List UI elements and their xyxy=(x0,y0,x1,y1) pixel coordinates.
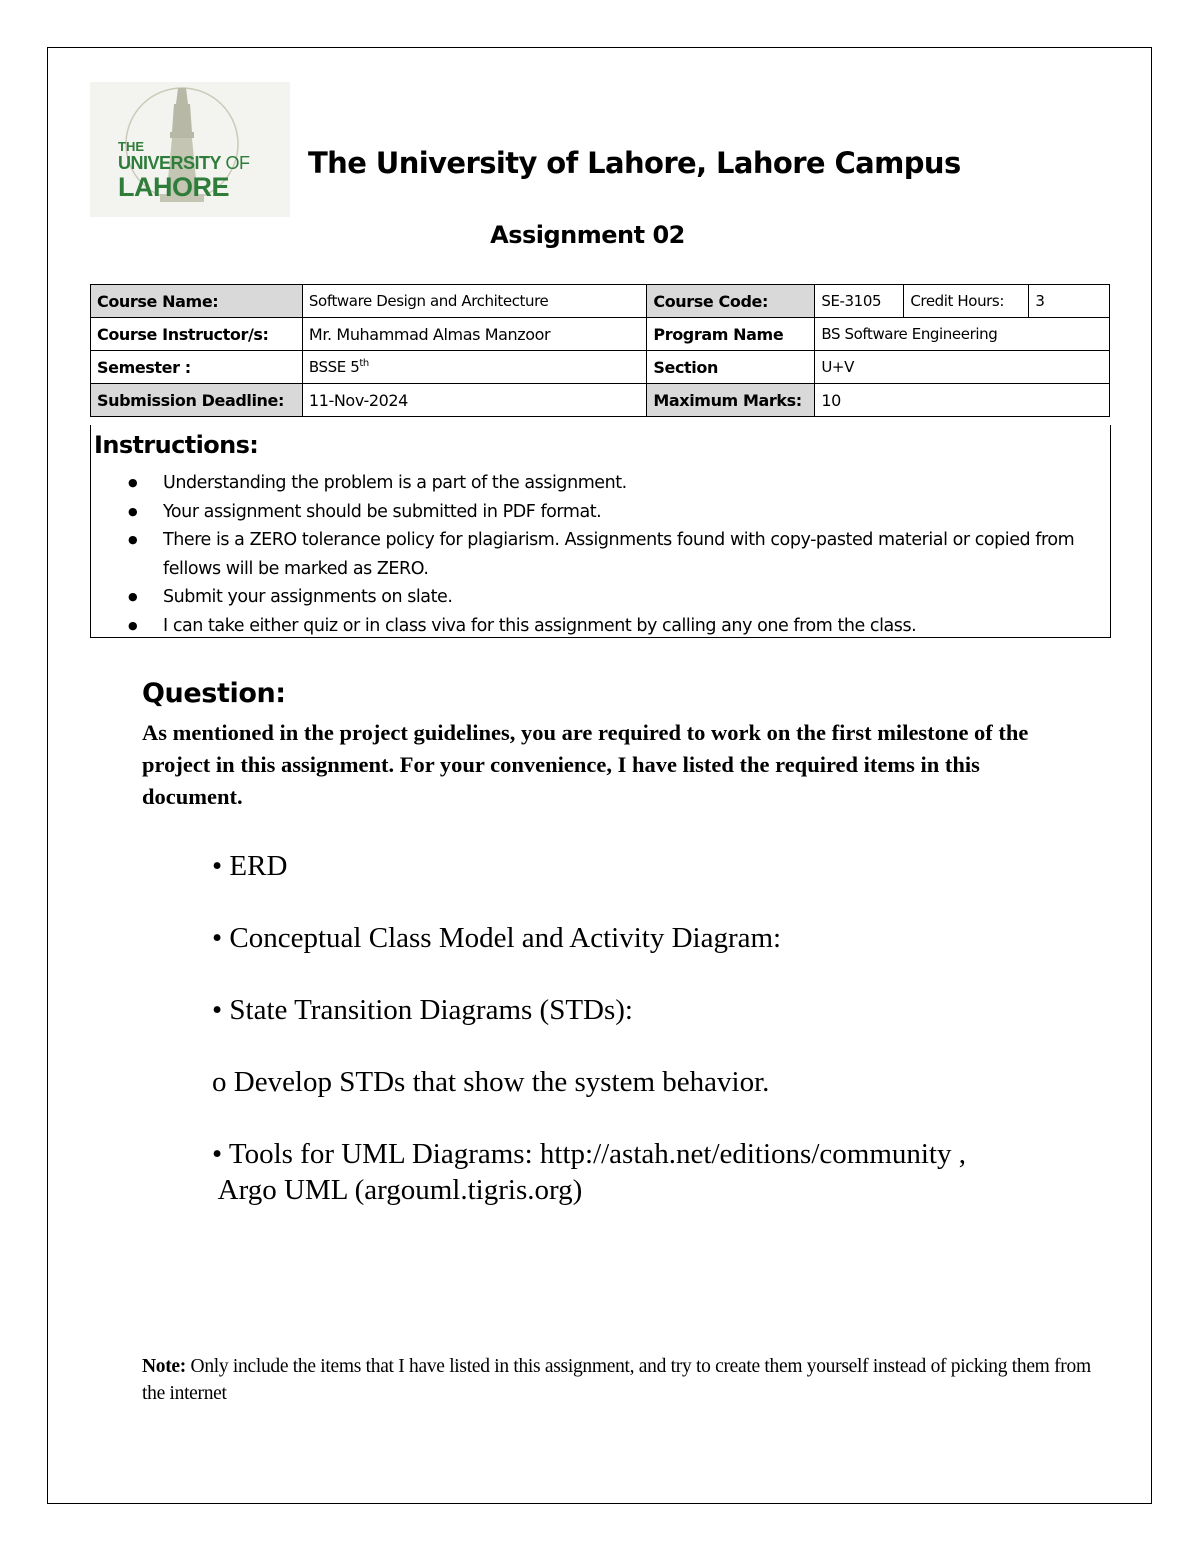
instructor-label: Course Instructor/s: xyxy=(91,318,303,351)
course-code-cell xyxy=(815,285,1110,318)
list-item: • Conceptual Class Model and Activity Diagram: xyxy=(212,922,782,954)
logo-line-university xyxy=(118,154,250,172)
instructions-heading: Instructions: xyxy=(94,431,259,459)
semester-value: BSSE 5 xyxy=(308,358,360,376)
table-row xyxy=(91,285,1110,318)
question-body: As mentioned in the project guidelines, you are required to work on the first milestone of the project in this assignment. For your convenience, I have listed the required items in this document. xyxy=(142,720,1029,809)
section-label: Section xyxy=(647,351,815,384)
university-title: The University of Lahore, Lahore Campus xyxy=(308,146,961,180)
list-item: • ERD xyxy=(212,850,288,882)
logo-university-word: UNIVERSITY xyxy=(118,153,222,173)
list-item: ● Your assignment should be submitted in PDF format. xyxy=(127,498,1087,527)
course-name-label: Course Name: xyxy=(91,285,303,318)
deadline-value: 11-Nov-2024 xyxy=(302,384,646,417)
list-item: o Develop STDs that show the system behavior. xyxy=(212,1066,770,1098)
deadline-label: Submission Deadline: xyxy=(91,384,303,417)
note-label: Note: xyxy=(142,1356,186,1377)
course-code-value: SE-3105 xyxy=(815,285,904,317)
section-value: U+V xyxy=(815,351,1110,384)
note-text: Only include the items that I have listed in this assignment, and try to create them yourself instead of picking them from the internet xyxy=(142,1356,1091,1404)
list-item: ● Submit your assignments on slate. xyxy=(127,583,1087,612)
program-value: BS Software Engineering xyxy=(815,318,1110,351)
max-marks-value: 10 xyxy=(815,384,1110,417)
logo-of-word: OF xyxy=(221,153,250,173)
semester-label: Semester : xyxy=(91,351,303,384)
logo-line-lahore: LAHORE xyxy=(118,172,229,202)
list-item: ● Understanding the problem is a part of the assignment. xyxy=(127,469,1087,498)
table-row xyxy=(91,318,1110,351)
max-marks-label: Maximum Marks: xyxy=(647,384,815,417)
instructor-value: Mr. Muhammad Almas Manzoor xyxy=(302,318,646,351)
credit-hours-label: Credit Hours: xyxy=(904,285,1029,317)
program-label: Program Name xyxy=(647,318,815,351)
list-item: ● There is a ZERO tolerance policy for plagiarism. Assignments found with copy-pasted material or copied from fellows will be marked as ZERO. xyxy=(127,526,1087,583)
table-row xyxy=(91,384,1110,417)
assignment-title: Assignment 02 xyxy=(490,221,685,249)
logo-line-the: THE xyxy=(118,139,144,154)
course-code-label: Course Code: xyxy=(647,285,815,318)
semester-superscript: th xyxy=(359,358,369,369)
list-item: • Tools for UML Diagrams: http://astah.net/editions/community , xyxy=(212,1138,966,1170)
instructions-box xyxy=(90,425,1111,638)
university-logo xyxy=(90,82,290,217)
list-item: • State Transition Diagrams (STDs): xyxy=(212,994,633,1026)
credit-hours-value: 3 xyxy=(1035,292,1045,310)
list-item: ● I can take either quiz or in class viva for this assignment by calling any one from the class. xyxy=(127,612,1087,641)
question-heading: Question: xyxy=(142,678,286,709)
instructions-list xyxy=(127,469,1087,640)
table-row xyxy=(91,351,1110,384)
semester-cell xyxy=(302,351,646,384)
list-item: Argo UML (argouml.tigris.org) xyxy=(212,1174,583,1206)
course-name-value: Software Design and Architecture xyxy=(302,285,646,318)
note-paragraph xyxy=(142,1353,1092,1407)
course-info-table xyxy=(90,284,1110,417)
